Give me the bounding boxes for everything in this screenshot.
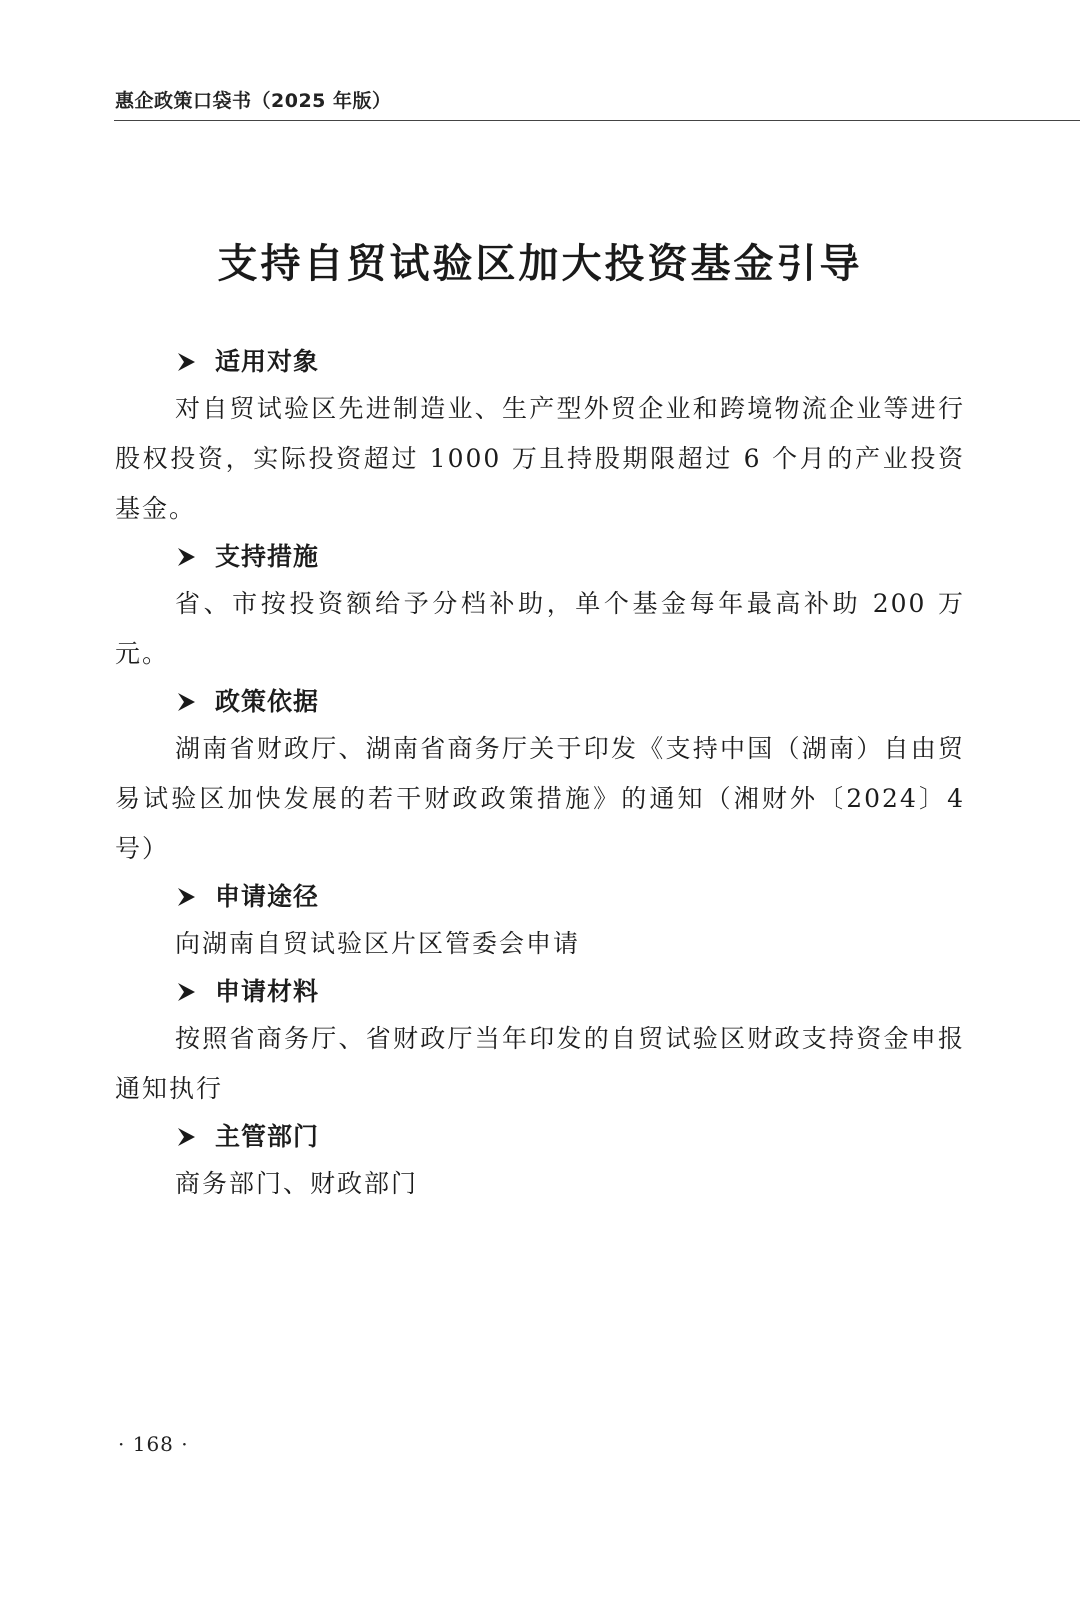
section-applicable-targets [115, 345, 965, 534]
arrow-right-icon [175, 351, 197, 373]
section-heading [175, 540, 965, 574]
arrow-right-icon [175, 691, 197, 713]
running-header: 惠企政策口袋书（2025 年版） [115, 90, 392, 112]
section-support-measures [115, 540, 965, 679]
section-body: 商务部门、财政部门 [175, 1169, 419, 1198]
section-application-materials [115, 975, 965, 1114]
section-body: 按照省商务厅、省财政厅当年印发的自贸试验区财政支持资金申报通知执行 [115, 1024, 965, 1103]
section-heading-label: 申请途径 [215, 882, 320, 911]
section-heading-label: 主管部门 [215, 1122, 320, 1151]
page-title: 支持自贸试验区加大投资基金引导 [217, 240, 863, 287]
section-heading [175, 975, 965, 1009]
arrow-right-icon [175, 1126, 197, 1148]
section-heading-label: 适用对象 [215, 347, 320, 376]
section-heading-label: 申请材料 [215, 977, 320, 1006]
section-heading [175, 345, 965, 379]
arrow-right-icon [175, 886, 197, 908]
page-number: · 168 · [118, 1432, 189, 1456]
section-policy-basis [115, 685, 965, 874]
section-body: 向湖南自贸试验区片区管委会申请 [175, 929, 581, 958]
arrow-right-icon [175, 546, 197, 568]
section-heading [175, 1120, 965, 1154]
header-divider [114, 120, 1080, 121]
section-body: 省、市按投资额给予分档补助，单个基金每年最高补助 200 万元。 [115, 589, 965, 668]
policy-content [115, 345, 965, 1215]
section-heading [175, 685, 965, 719]
section-heading-label: 政策依据 [215, 687, 320, 716]
section-heading-label: 支持措施 [215, 542, 320, 571]
arrow-right-icon [175, 981, 197, 1003]
section-application-channel [115, 880, 965, 969]
section-body: 湖南省财政厅、湖南省商务厅关于印发《支持中国（湖南）自由贸易试验区加快发展的若干财政政策措施》的通知（湘财外〔2024〕4 号） [115, 734, 965, 863]
section-heading [175, 880, 965, 914]
section-body: 对自贸试验区先进制造业、生产型外贸企业和跨境物流企业等进行股权投资，实际投资超过 1000 万且持股期限超过 6 个月的产业投资基金。 [115, 394, 965, 523]
section-competent-department [115, 1120, 965, 1209]
